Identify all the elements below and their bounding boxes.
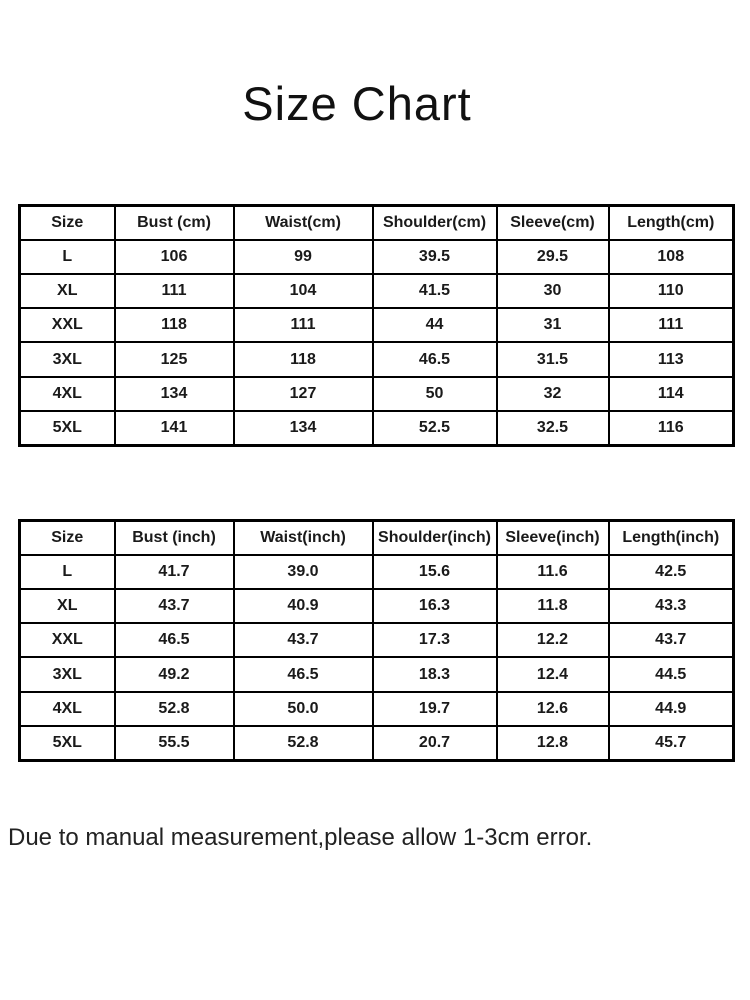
value-cell: 15.6 xyxy=(373,555,497,589)
size-cell: 4XL xyxy=(20,692,115,726)
value-cell: 29.5 xyxy=(497,240,609,274)
size-cell: 4XL xyxy=(20,377,115,411)
value-cell: 16.3 xyxy=(373,589,497,623)
value-cell: 32.5 xyxy=(497,411,609,446)
value-cell: 111 xyxy=(234,308,373,342)
value-cell: 41.5 xyxy=(373,274,497,308)
value-cell: 20.7 xyxy=(373,726,497,761)
value-cell: 104 xyxy=(234,274,373,308)
page-title: Size Chart xyxy=(242,77,472,130)
value-cell: 116 xyxy=(609,411,734,446)
value-cell: 55.5 xyxy=(115,726,234,761)
size-cell: XXL xyxy=(20,308,115,342)
value-cell: 39.5 xyxy=(373,240,497,274)
value-cell: 111 xyxy=(609,308,734,342)
value-cell: 52.8 xyxy=(115,692,234,726)
table-row xyxy=(20,623,734,657)
value-cell: 40.9 xyxy=(234,589,373,623)
value-cell: 46.5 xyxy=(373,342,497,376)
value-cell: 118 xyxy=(234,342,373,376)
value-cell: 46.5 xyxy=(234,657,373,691)
header-shoulder: Shoulder(inch) xyxy=(373,521,497,556)
value-cell: 11.8 xyxy=(497,589,609,623)
table-row xyxy=(20,657,734,691)
value-cell: 99 xyxy=(234,240,373,274)
header-bust: Bust (cm) xyxy=(115,206,234,241)
value-cell: 134 xyxy=(234,411,373,446)
header-size: Size xyxy=(20,206,115,241)
table-row xyxy=(20,274,734,308)
value-cell: 43.7 xyxy=(234,623,373,657)
table-row xyxy=(20,377,734,411)
value-cell: 43.3 xyxy=(609,589,734,623)
size-table-inch xyxy=(18,519,735,762)
table-header-row xyxy=(20,206,734,241)
value-cell: 110 xyxy=(609,274,734,308)
size-cell: L xyxy=(20,240,115,274)
value-cell: 32 xyxy=(497,377,609,411)
size-cell: 5XL xyxy=(20,411,115,446)
table-row xyxy=(20,342,734,376)
value-cell: 113 xyxy=(609,342,734,376)
value-cell: 52.5 xyxy=(373,411,497,446)
header-waist: Waist(cm) xyxy=(234,206,373,241)
header-length: Length(cm) xyxy=(609,206,734,241)
size-cell: XXL xyxy=(20,623,115,657)
value-cell: 134 xyxy=(115,377,234,411)
value-cell: 52.8 xyxy=(234,726,373,761)
header-size: Size xyxy=(20,521,115,556)
value-cell: 44.5 xyxy=(609,657,734,691)
size-cell: L xyxy=(20,555,115,589)
table-row xyxy=(20,308,734,342)
size-cell: 5XL xyxy=(20,726,115,761)
value-cell: 50 xyxy=(373,377,497,411)
value-cell: 106 xyxy=(115,240,234,274)
size-cell: 3XL xyxy=(20,342,115,376)
value-cell: 111 xyxy=(115,274,234,308)
size-cell: 3XL xyxy=(20,657,115,691)
value-cell: 118 xyxy=(115,308,234,342)
value-cell: 114 xyxy=(609,377,734,411)
header-waist: Waist(inch) xyxy=(234,521,373,556)
value-cell: 50.0 xyxy=(234,692,373,726)
value-cell: 125 xyxy=(115,342,234,376)
measurement-disclaimer: Due to manual measurement,please allow 1-3cm error. xyxy=(8,824,593,851)
value-cell: 41.7 xyxy=(115,555,234,589)
table-row xyxy=(20,555,734,589)
value-cell: 12.2 xyxy=(497,623,609,657)
value-cell: 44.9 xyxy=(609,692,734,726)
value-cell: 46.5 xyxy=(115,623,234,657)
size-cell: XL xyxy=(20,589,115,623)
value-cell: 141 xyxy=(115,411,234,446)
value-cell: 12.4 xyxy=(497,657,609,691)
value-cell: 43.7 xyxy=(115,589,234,623)
value-cell: 127 xyxy=(234,377,373,411)
size-table-cm xyxy=(18,204,735,447)
table-row xyxy=(20,411,734,446)
header-sleeve: Sleeve(inch) xyxy=(497,521,609,556)
value-cell: 42.5 xyxy=(609,555,734,589)
table-row xyxy=(20,240,734,274)
value-cell: 45.7 xyxy=(609,726,734,761)
value-cell: 19.7 xyxy=(373,692,497,726)
table-row xyxy=(20,589,734,623)
value-cell: 43.7 xyxy=(609,623,734,657)
size-cell: XL xyxy=(20,274,115,308)
value-cell: 12.8 xyxy=(497,726,609,761)
header-shoulder: Shoulder(cm) xyxy=(373,206,497,241)
table-row xyxy=(20,726,734,761)
table-row xyxy=(20,692,734,726)
header-bust: Bust (inch) xyxy=(115,521,234,556)
value-cell: 49.2 xyxy=(115,657,234,691)
header-length: Length(inch) xyxy=(609,521,734,556)
value-cell: 44 xyxy=(373,308,497,342)
value-cell: 11.6 xyxy=(497,555,609,589)
value-cell: 31.5 xyxy=(497,342,609,376)
value-cell: 31 xyxy=(497,308,609,342)
header-sleeve: Sleeve(cm) xyxy=(497,206,609,241)
value-cell: 39.0 xyxy=(234,555,373,589)
value-cell: 18.3 xyxy=(373,657,497,691)
table-header-row xyxy=(20,521,734,556)
value-cell: 108 xyxy=(609,240,734,274)
value-cell: 17.3 xyxy=(373,623,497,657)
value-cell: 30 xyxy=(497,274,609,308)
value-cell: 12.6 xyxy=(497,692,609,726)
